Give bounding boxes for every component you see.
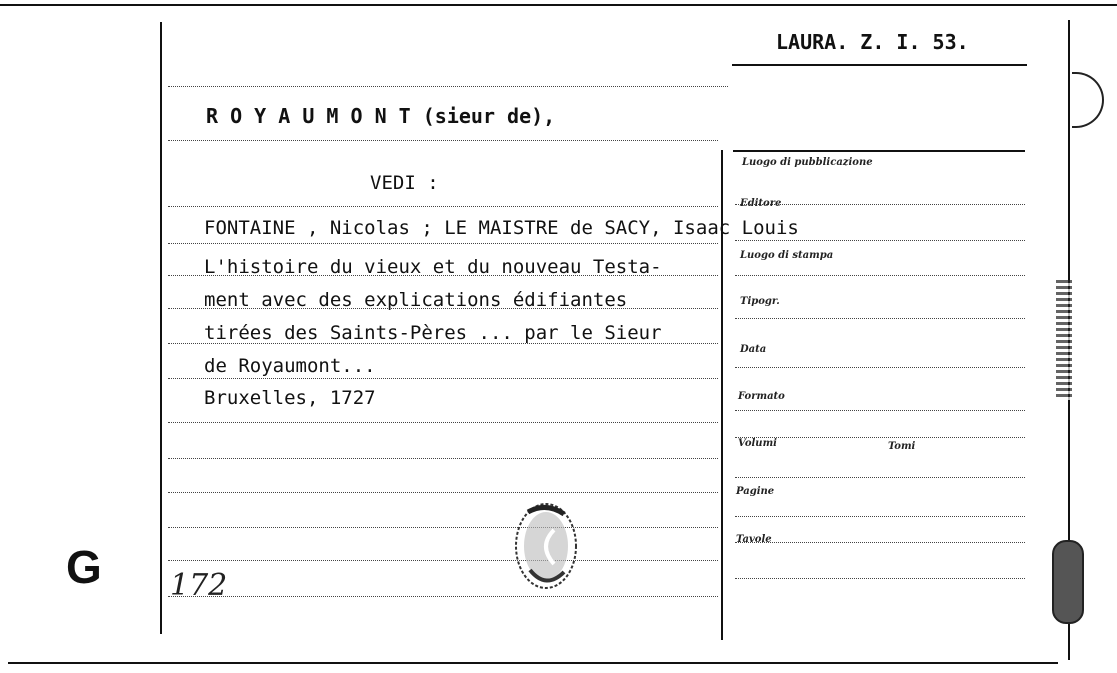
dotted-line [168,560,718,561]
bottom-border [8,662,1058,664]
dotted-line [168,140,718,141]
field-editore: Editore [740,198,782,209]
dotted-line [168,492,718,493]
left-margin-line [160,22,162,634]
dotted-line [168,458,718,459]
punch-hole-top [1072,72,1104,128]
binding-strip [1056,280,1072,400]
body-line-3: ment avec des explications édifiantes [204,289,628,311]
form-dotted-line [735,410,1025,411]
form-top-line [733,150,1025,152]
body-line-2: L'histoire du vieux et du nouveau Testa- [204,256,662,278]
dotted-line [168,422,718,423]
field-formato: Formato [738,391,785,402]
form-dotted-line [735,542,1025,543]
top-border [0,4,1117,6]
dotted-line [168,378,718,379]
handwritten-number: 172 [170,568,228,603]
body-line-6: Bruxelles, 1727 [204,387,376,409]
dotted-line [168,206,718,207]
body-line-1: FONTAINE , Nicolas ; LE MAISTRE de SACY, Isaac Louis [204,217,799,239]
form-dotted-line [735,477,1025,478]
field-data: Data [740,344,767,355]
field-pagine: Pagine [736,486,775,497]
dotted-line [168,243,718,244]
field-tipografo: Tipogr. [740,296,780,307]
form-dotted-line [735,516,1025,517]
shelfmark-underline [732,64,1027,66]
field-luogo-stampa: Luogo di stampa [740,250,834,261]
form-dotted-line [735,437,1025,438]
form-dotted-line [735,240,1025,241]
field-luogo-pubblicazione: Luogo di pubblicazione [742,157,873,168]
dotted-line [168,527,718,528]
body-line-4: tirées des Saints-Pères ... par le Sieur [204,322,662,344]
shelfmark: LAURA. Z. I. 53. [776,30,969,54]
see-label: VEDI : [370,172,439,194]
dotted-line [168,86,728,87]
form-dotted-line [735,275,1025,276]
margin-letter: G [66,541,102,593]
field-volumi: Volumi [738,438,777,449]
author-heading: R O Y A U M O N T (sieur de), [206,104,556,128]
form-dotted-line [735,367,1025,368]
form-dotted-line [735,318,1025,319]
field-tomi: Tomi [888,441,916,452]
punch-hole-bottom [1052,540,1084,624]
body-line-5: de Royaumont... [204,355,376,377]
dotted-line [168,596,718,597]
form-dotted-line [735,578,1025,579]
field-tavole: Tavole [736,534,772,545]
library-stamp [508,500,584,592]
